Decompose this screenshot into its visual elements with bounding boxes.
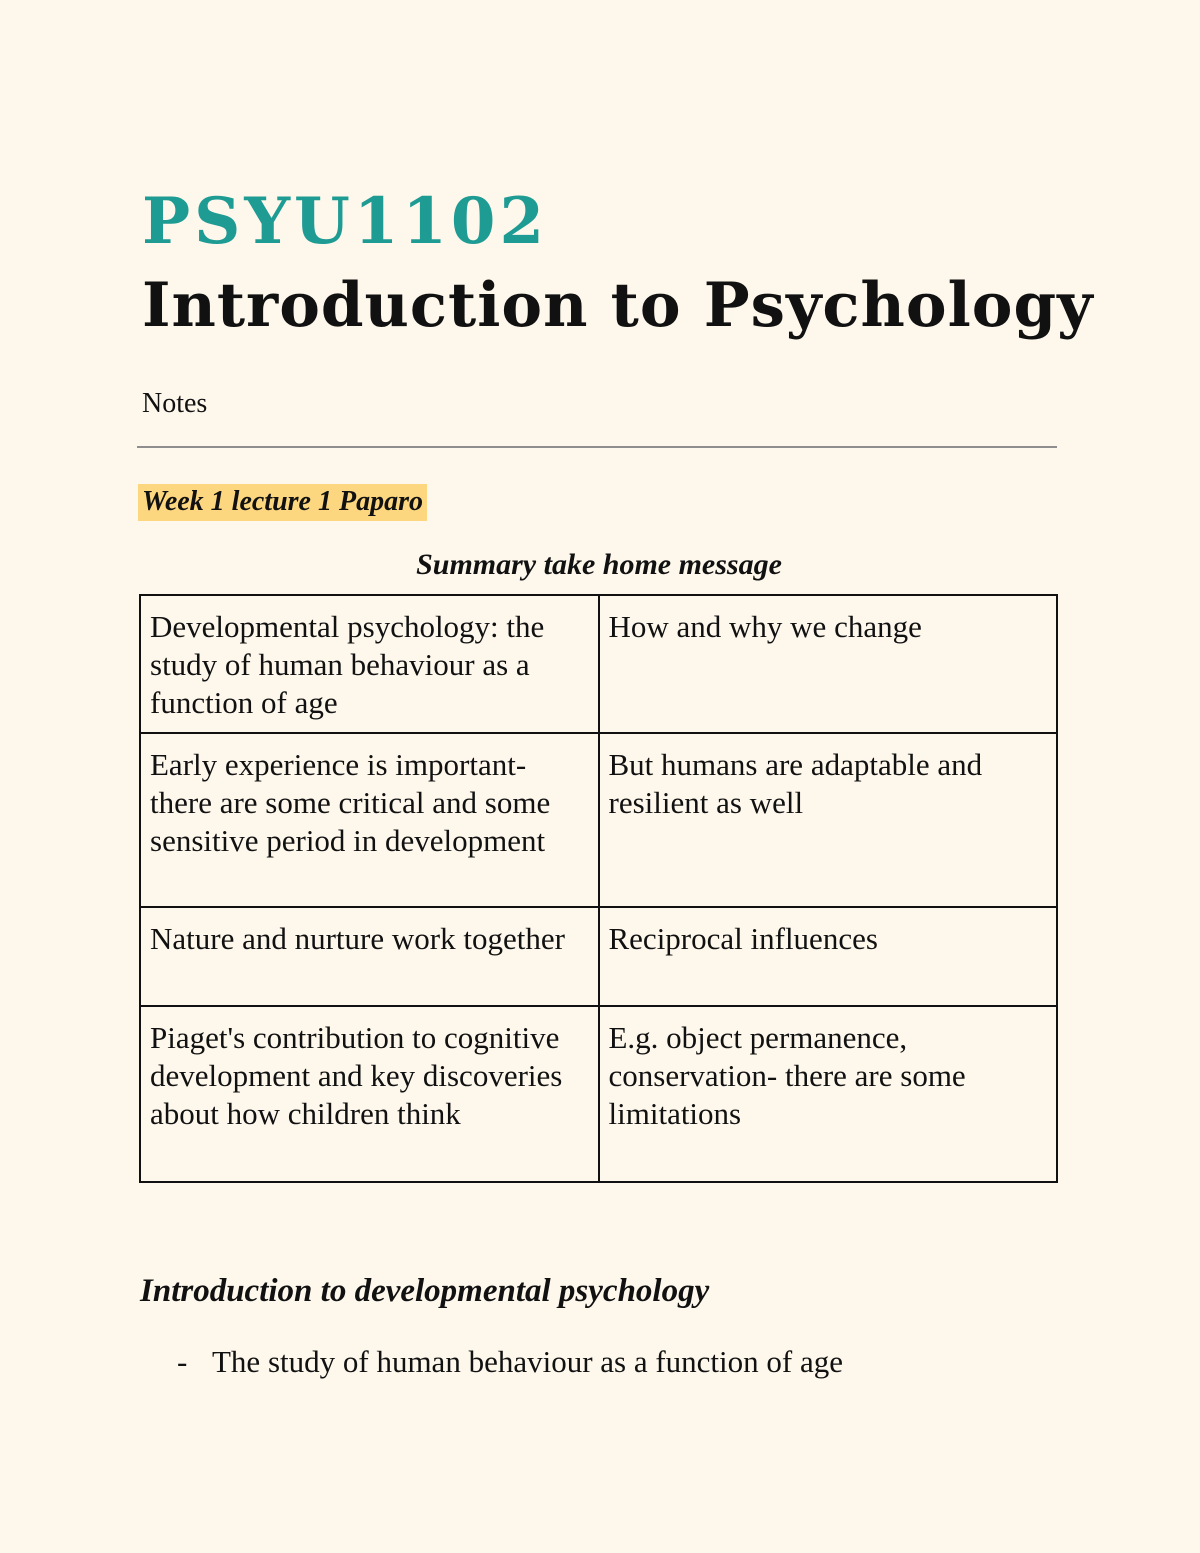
table-row [140, 595, 1057, 733]
table-cell-right: Reciprocal influences [599, 907, 1058, 1006]
table-cell-left: Developmental psychology: the study of human behaviour as a function of age [140, 595, 599, 733]
horizontal-divider [137, 446, 1057, 448]
table-caption: Summary take home message [416, 548, 782, 581]
bullet-list [140, 1342, 843, 1382]
table-row [140, 1006, 1057, 1182]
table-row [140, 907, 1057, 1006]
list-item-text: The study of human behaviour as a function of age [212, 1344, 844, 1379]
course-title: Introduction to Psychology [142, 270, 1094, 341]
summary-table [139, 594, 1058, 1183]
week-label-highlight: Week 1 lecture 1 Paparo [138, 484, 427, 521]
table-cell-left: Piaget's contribution to cognitive development and key discoveries about how children think [140, 1006, 599, 1182]
dash-bullet-icon: - [177, 1344, 188, 1379]
table-cell-right: E.g. object permanence, conservation- there are some limitations [599, 1006, 1058, 1182]
list-item [140, 1342, 843, 1382]
course-code: PSYU1102 [142, 184, 548, 259]
document-subtitle: Notes [142, 388, 208, 419]
section-heading: Introduction to developmental psychology [140, 1273, 710, 1309]
table-cell-right: How and why we change [599, 595, 1058, 733]
table-cell-right: But humans are adaptable and resilient as well [599, 733, 1058, 907]
table-row [140, 733, 1057, 907]
table-cell-left: Nature and nurture work together [140, 907, 599, 1006]
table-cell-left: Early experience is important- there are some critical and some sensitive period in development [140, 733, 599, 907]
